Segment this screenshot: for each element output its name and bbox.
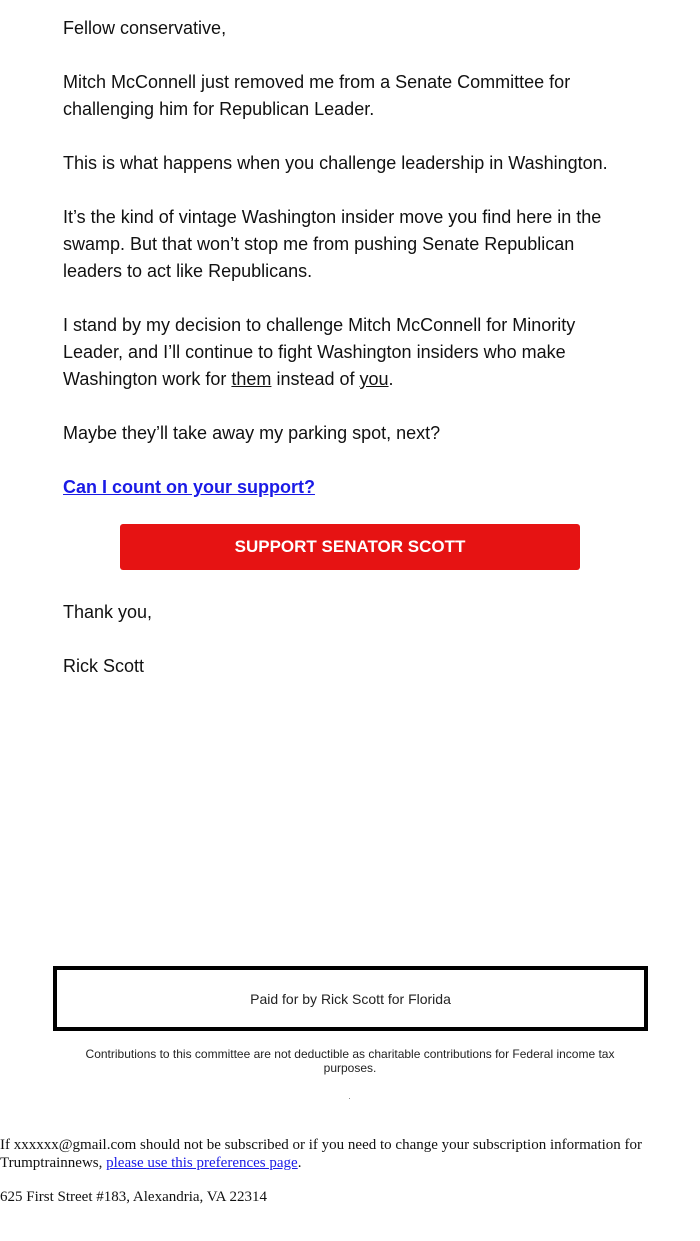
closing: Thank you, <box>63 602 153 622</box>
emphasis-you: you <box>359 369 389 389</box>
cta-button-wrapper <box>120 524 580 570</box>
paragraph-swamp: It’s the kind of vintage Washington insider move you find here in the swamp. But that won’t stop me from pushing Senate Republican leaders to act like Republicans. <box>63 207 602 281</box>
contribution-disclaimer: Contributions to this committee are not deductible as charitable contributions for Federal income tax purposes. <box>85 1047 615 1075</box>
subscription-end: . <box>297 1155 302 1171</box>
signature: Rick Scott <box>63 656 145 676</box>
paragraph-leadership: This is what happens when you challenge leadership in Washington. <box>63 153 608 173</box>
paragraph-decision <box>63 312 623 393</box>
paragraph-parking: Maybe they’ll take away my parking spot, next? <box>63 423 441 443</box>
divider-dot <box>349 1098 350 1099</box>
subscription-text: If xxxxxx@gmail.com should not be subscribed or if you need to change your subscription information for Trumptrainnews, <box>0 1137 643 1171</box>
emphasis-them: them <box>231 369 272 389</box>
preferences-page-link[interactable]: please use this preferences page <box>106 1155 298 1171</box>
paid-for-box <box>53 966 648 1031</box>
paid-for-text: Paid for by Rick Scott for Florida <box>250 990 451 1007</box>
cta-link-row <box>63 474 623 501</box>
greeting: Fellow conservative, <box>63 18 227 38</box>
email-footer <box>0 1136 700 1222</box>
email-body <box>63 15 623 528</box>
mailing-address: 625 First Street #183, Alexandria, VA 22314 <box>0 1189 267 1205</box>
support-link[interactable]: Can I count on your support? <box>63 477 315 497</box>
support-senator-scott-button[interactable]: SUPPORT SENATOR SCOTT <box>120 524 580 570</box>
paragraph-decision-start: I stand by my decision to challenge Mitch McConnell for Minority Leader, and I’ll continue to fight Washington insiders who make Washington work for <box>63 315 576 389</box>
signature-block <box>63 599 152 707</box>
paragraph-decision-mid: instead of <box>271 369 360 389</box>
paragraph-committee: Mitch McConnell just removed me from a Senate Committee for challenging him for Republican Leader. <box>63 72 571 119</box>
paragraph-decision-end: . <box>388 369 394 389</box>
subscription-notice <box>0 1136 700 1172</box>
